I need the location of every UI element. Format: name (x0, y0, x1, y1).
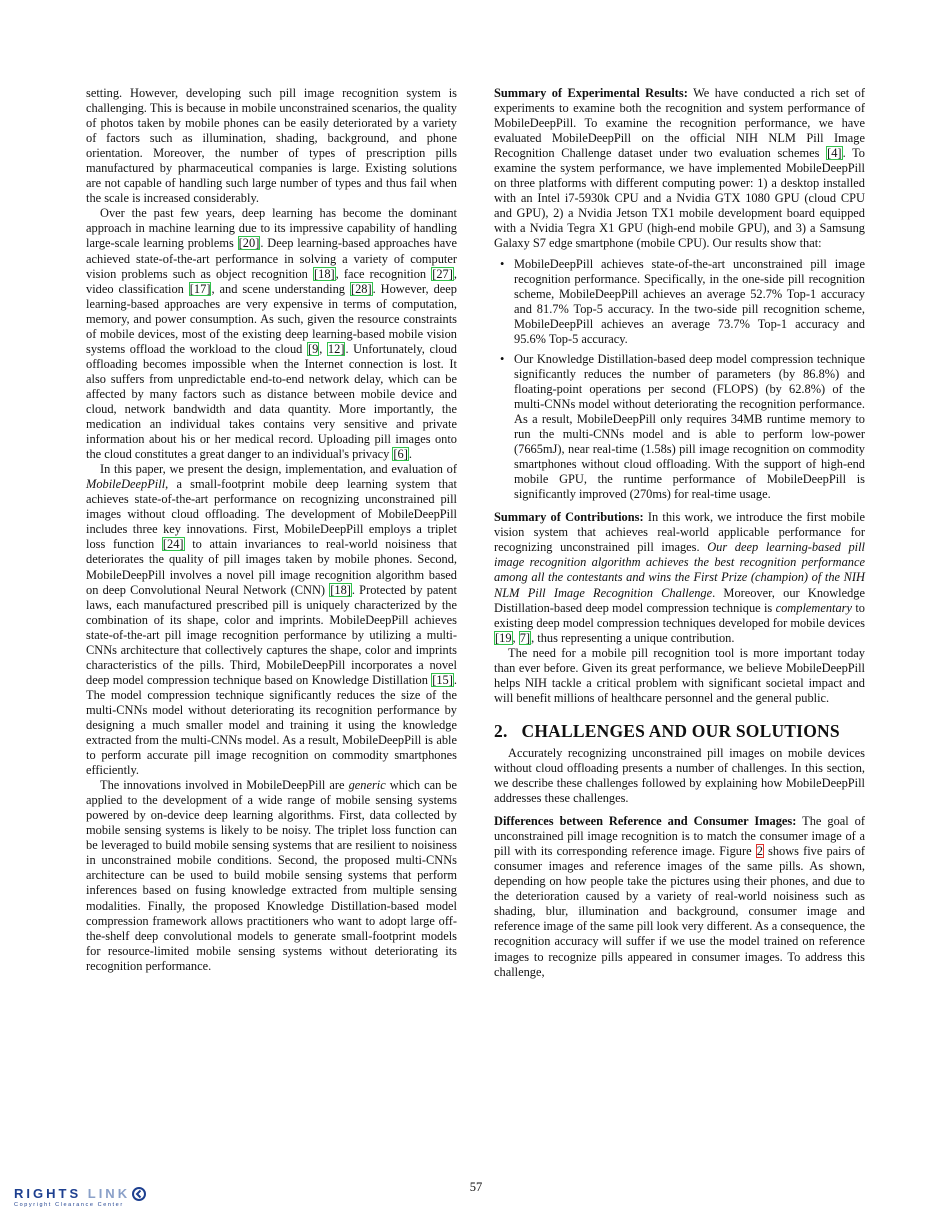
bullet-icon: • (500, 256, 505, 271)
paragraph-deep-learning (86, 206, 457, 462)
paragraph-section-intro: Accurately recognizing unconstrained pill images on mobile devices without cloud offloading presents a number of challenges. In this section, we describe these challenges followed by explaining how MobileDeepPill addresses these challenges. (494, 745, 865, 806)
list-item (500, 256, 865, 347)
list-item-text: MobileDeepPill achieves state-of-the-art unconstrained pill image recognition performance. Specifically, in the one-side pill recognition scheme, MobileDeepPill achieves an average 52.7% Top-1 accuracy and 81.7% Top-5 accuracy. In the two-side pill recognition scheme, MobileDeepPill achieves an average 73.7% Top-1 accuracy and 95.6% Top-5 accuracy. (514, 256, 865, 346)
rightslink-rights: RIGHTS (14, 1186, 82, 1201)
citation-link[interactable]: [15] (432, 672, 453, 687)
paragraph-contributions (494, 510, 865, 645)
paragraph-this-paper (86, 462, 457, 778)
citation-link[interactable]: [4] (827, 146, 842, 161)
text-run: We have conducted a rich set of experiments to examine both the recognition and system performance of MobileDeepPill. To examine the recognition performance, we have evaluated MobileDeepPill on the official NIH NLM Pill Image Recognition Challenge dataset under two evaluation schemes (494, 86, 865, 161)
page-number: 57 (469, 1180, 483, 1194)
rightslink-arrow-icon (132, 1187, 146, 1201)
text-run: The innovations involved in MobileDeepPill are (100, 778, 349, 793)
text-run: . Deep learning-based approaches have achieved state-of-the-art performance in solving a variety of computer vision problems such as object recognition (86, 236, 457, 281)
citation-link[interactable]: [24] (162, 537, 184, 552)
text-run: . However, deep learning-based approaches are very expensive in terms of computation, memory, and power consumption. As such, given the resource constraints of mobile devices, most of the existing deep learning-based mobile vision systems offload the workload to the cloud (86, 281, 457, 356)
paragraph-need: The need for a mobile pill recognition tool is more important today than ever before. Given its great performance, we believe MobileDeepPill helps NIH tackle a critical problem with significant societal impact and will benefit millions of healthcare personnel and the general public. (494, 645, 865, 705)
text-run: In this work, we introduce the first mobile vision system that achieves real-world applicable performance for recognizing unconstrained pill images. (494, 510, 865, 555)
results-list (494, 257, 865, 503)
text-run: shows five pairs of consumer images and reference images of the same pills. As shown, depending on how people take the pictures using their phones, and due to the deterioration caused by a variety of real-world noisiness such as shading, blur, illumination and background, consumer image and reference image of the same pill look very different. As a consequence, the recognition accuracy will suffer if we use the model trained on reference images to recognize pills appeared in consumer images. To address this challenge, (494, 844, 865, 979)
list-item-text: Our Knowledge Distillation-based deep model compression technique significantly reduces the number of parameters (by 86.8%) and floating-point operations per second (FLOPS) (by 62.8%) of the multi-CNNs model without deteriorating the recognition performance. As a result, MobileDeepPill only requires 34MB runtime memory to run the multi-CNNs model and is able to perform low-power (7665mJ), near real-time (1.58s) pill image recognition on commodity smartphones without cloud offloading. With the support of high-end mobile GPU, the runtime performance of MobileDeepPill is significantly improved (270ms) for real-time usage. (514, 351, 865, 502)
paragraph-differences (494, 814, 865, 980)
citation-link[interactable]: [27] (432, 266, 453, 281)
text-run: , a small-footprint mobile deep learning system that achieves state-of-the-art performance on recognizing unconstrained pill images without cloud offloading. The development of MobileDeepPill includes three key innovations. First, MobileDeepPill employs a triplet loss function (86, 477, 457, 552)
citation-link[interactable]: [9 (307, 341, 319, 356)
text-run: . (408, 447, 412, 462)
run-in-heading: Summary of Contributions: (494, 510, 644, 525)
emphasis: generic (348, 778, 386, 793)
citation-link[interactable]: 12] (327, 341, 345, 356)
citation-link[interactable]: [19 (495, 630, 512, 645)
right-column (494, 86, 865, 980)
text-run: . The model compression technique significantly reduces the size of the multi-CNNs model without deteriorating its recognition performance by designing a much smaller model and training it using the knowledge extracted from the multi-CNNs model. As a result, MobileDeepPill is able to perform accurate pill image recognition on commodity smartphones efficiently. (86, 672, 457, 778)
rightslink-link: LINK (87, 1186, 131, 1201)
bullet-icon: • (500, 351, 505, 366)
text-run: to attain invariances to real-world noisiness that deteriorates the quality of pill images taken by mobile phones. Second, MobileDeepPill involves a novel pill image recognition algorithm based on deep Convolutional Neural Network (CNN) (86, 537, 457, 597)
paragraph-experimental-results (494, 86, 865, 252)
text-run: The goal of unconstrained pill image recognition is to match the consumer image of a pill with its corresponding reference image. Figure (494, 814, 865, 859)
text-run: , and scene understanding (211, 281, 350, 296)
rightslink-tagline: Copyright Clearance Center (14, 1202, 124, 1208)
paragraph-innovations (86, 778, 457, 974)
figure-ref-link[interactable]: 2 (756, 844, 763, 859)
text-run: which can be applied to the development of a wide range of mobile sensing systems powered by on-device deep learning algorithms. First, data collected by mobile sensing systems is likely to be noisy. The triplet loss function can be leveraged to build mobile sensing systems that are resilient to noisiness in unconstrained mobile conditions. Second, the proposed multi-CNNs architecture can be used to build mobile sensing systems that perform inferences based on fusing knowledge extracted from multiple sensing modalities. Finally, the proposed Knowledge Distillation-based model compression framework allows practitioners who want to adopt large off-the-shelf deep convolutional models to generate small-footprint models for resource-limited mobile sensing systems without deteriorating its recognition performance. (86, 778, 458, 973)
rightslink-logo[interactable] (14, 1186, 204, 1214)
citation-link[interactable]: [20] (238, 236, 260, 251)
section-heading (494, 720, 865, 741)
emphasis: Our deep learning-based pill image recognition algorithm achieves the best recognition performance among all the contestants and wins the First Prize (champion) of the NIH NLM Pill Image Recognition Challenge (494, 540, 865, 600)
paragraph-setting: setting. However, developing such pill image recognition system is challenging. This is because in mobile unconstrained scenarios, the quality of photos taken by mobile phones can be easily deteriorated by a variety of factors such as illumination, shading, background, and phone orientation. Moreover, the number of types of prescription pills manufactured by pharmaceutical companies is large. Existing solutions are not capable of handling such large number of types and thus fail when the scale is increased considerably. (86, 86, 457, 206)
citation-link[interactable]: [28] (350, 281, 372, 296)
text-run: , thus representing a unique contribution. (531, 630, 735, 645)
text-run: , (512, 630, 519, 645)
text-run: . Moreover, our Knowledge Distillation-based deep model compression technique is (494, 585, 865, 615)
text-run: Over the past few years, deep learning has become the dominant approach in machine learning due to its impressive capability of handling large-scale learning problems (86, 206, 457, 251)
run-in-heading: Summary of Experimental Results: (494, 86, 688, 100)
rightslink-wordmark (14, 1186, 204, 1201)
text-run: . To examine the system performance, we have implemented MobileDeepPill on three platforms with different computing power: 1) a desktop installed with an Intel i7-5930k CPU and a Nvidia GTX 1080 GPU (cloud CPU and GPU), 2) a Nvidia Jetson TX1 mobile development board equipped with a Nvidia Tegra X1 GPU (high-end mobile GPU), and 3) a Samsung Galaxy S7 edge smartphone (mobile CPU). Our results show that: (494, 146, 865, 251)
list-item (500, 351, 865, 502)
citation-link[interactable]: [18] (330, 582, 351, 597)
text-run: , face recognition (335, 266, 432, 281)
text-run: . Protected by patent laws, each manufactured prescribed pill is uniquely characterized by the combination of its shape, color and imprints. MobileDeepPill achieves state-of-the-art pill image recognition performance by utilizing a multi-CNNs architecture that collectively captures the shape, color and imprints characteristics of the pills. Third, MobileDeepPill incorporates a novel deep model compression technique based on Knowledge Distillation (86, 582, 457, 687)
text-run: , (319, 341, 327, 356)
citation-link[interactable]: [17] (189, 281, 211, 296)
text-run: to existing deep model compression techniques developed for mobile devices (494, 600, 865, 630)
citation-link[interactable]: [6] (393, 447, 408, 462)
text-run: . Unfortunately, cloud offloading becomes impossible when the Internet connection is lost. It also suffers from unpredictable end-to-end network delay, which can be affected by many factors such as distance between mobile device and cloud, network bandwidth and data quantity. More importantly, the medication an individual takes contains very sensitive and private information about his or her medical record. Uploading pill images onto the cloud constitutes a great danger to an individual's privacy (86, 341, 457, 462)
system-name: MobileDeepPill (86, 477, 166, 492)
left-column (86, 86, 457, 974)
run-in-heading: Differences between Reference and Consumer Images: (494, 814, 797, 829)
citation-link[interactable]: [18] (314, 266, 335, 281)
section-title: CHALLENGES AND OUR SOLUTIONS (521, 720, 840, 741)
section-number: 2. (494, 720, 508, 741)
text-run: In this paper, we present the design, implementation, and evaluation of (100, 462, 457, 477)
emphasis: complementary (775, 600, 852, 615)
citation-link[interactable]: 7] (519, 630, 531, 645)
text-run: , video classification (86, 266, 457, 296)
